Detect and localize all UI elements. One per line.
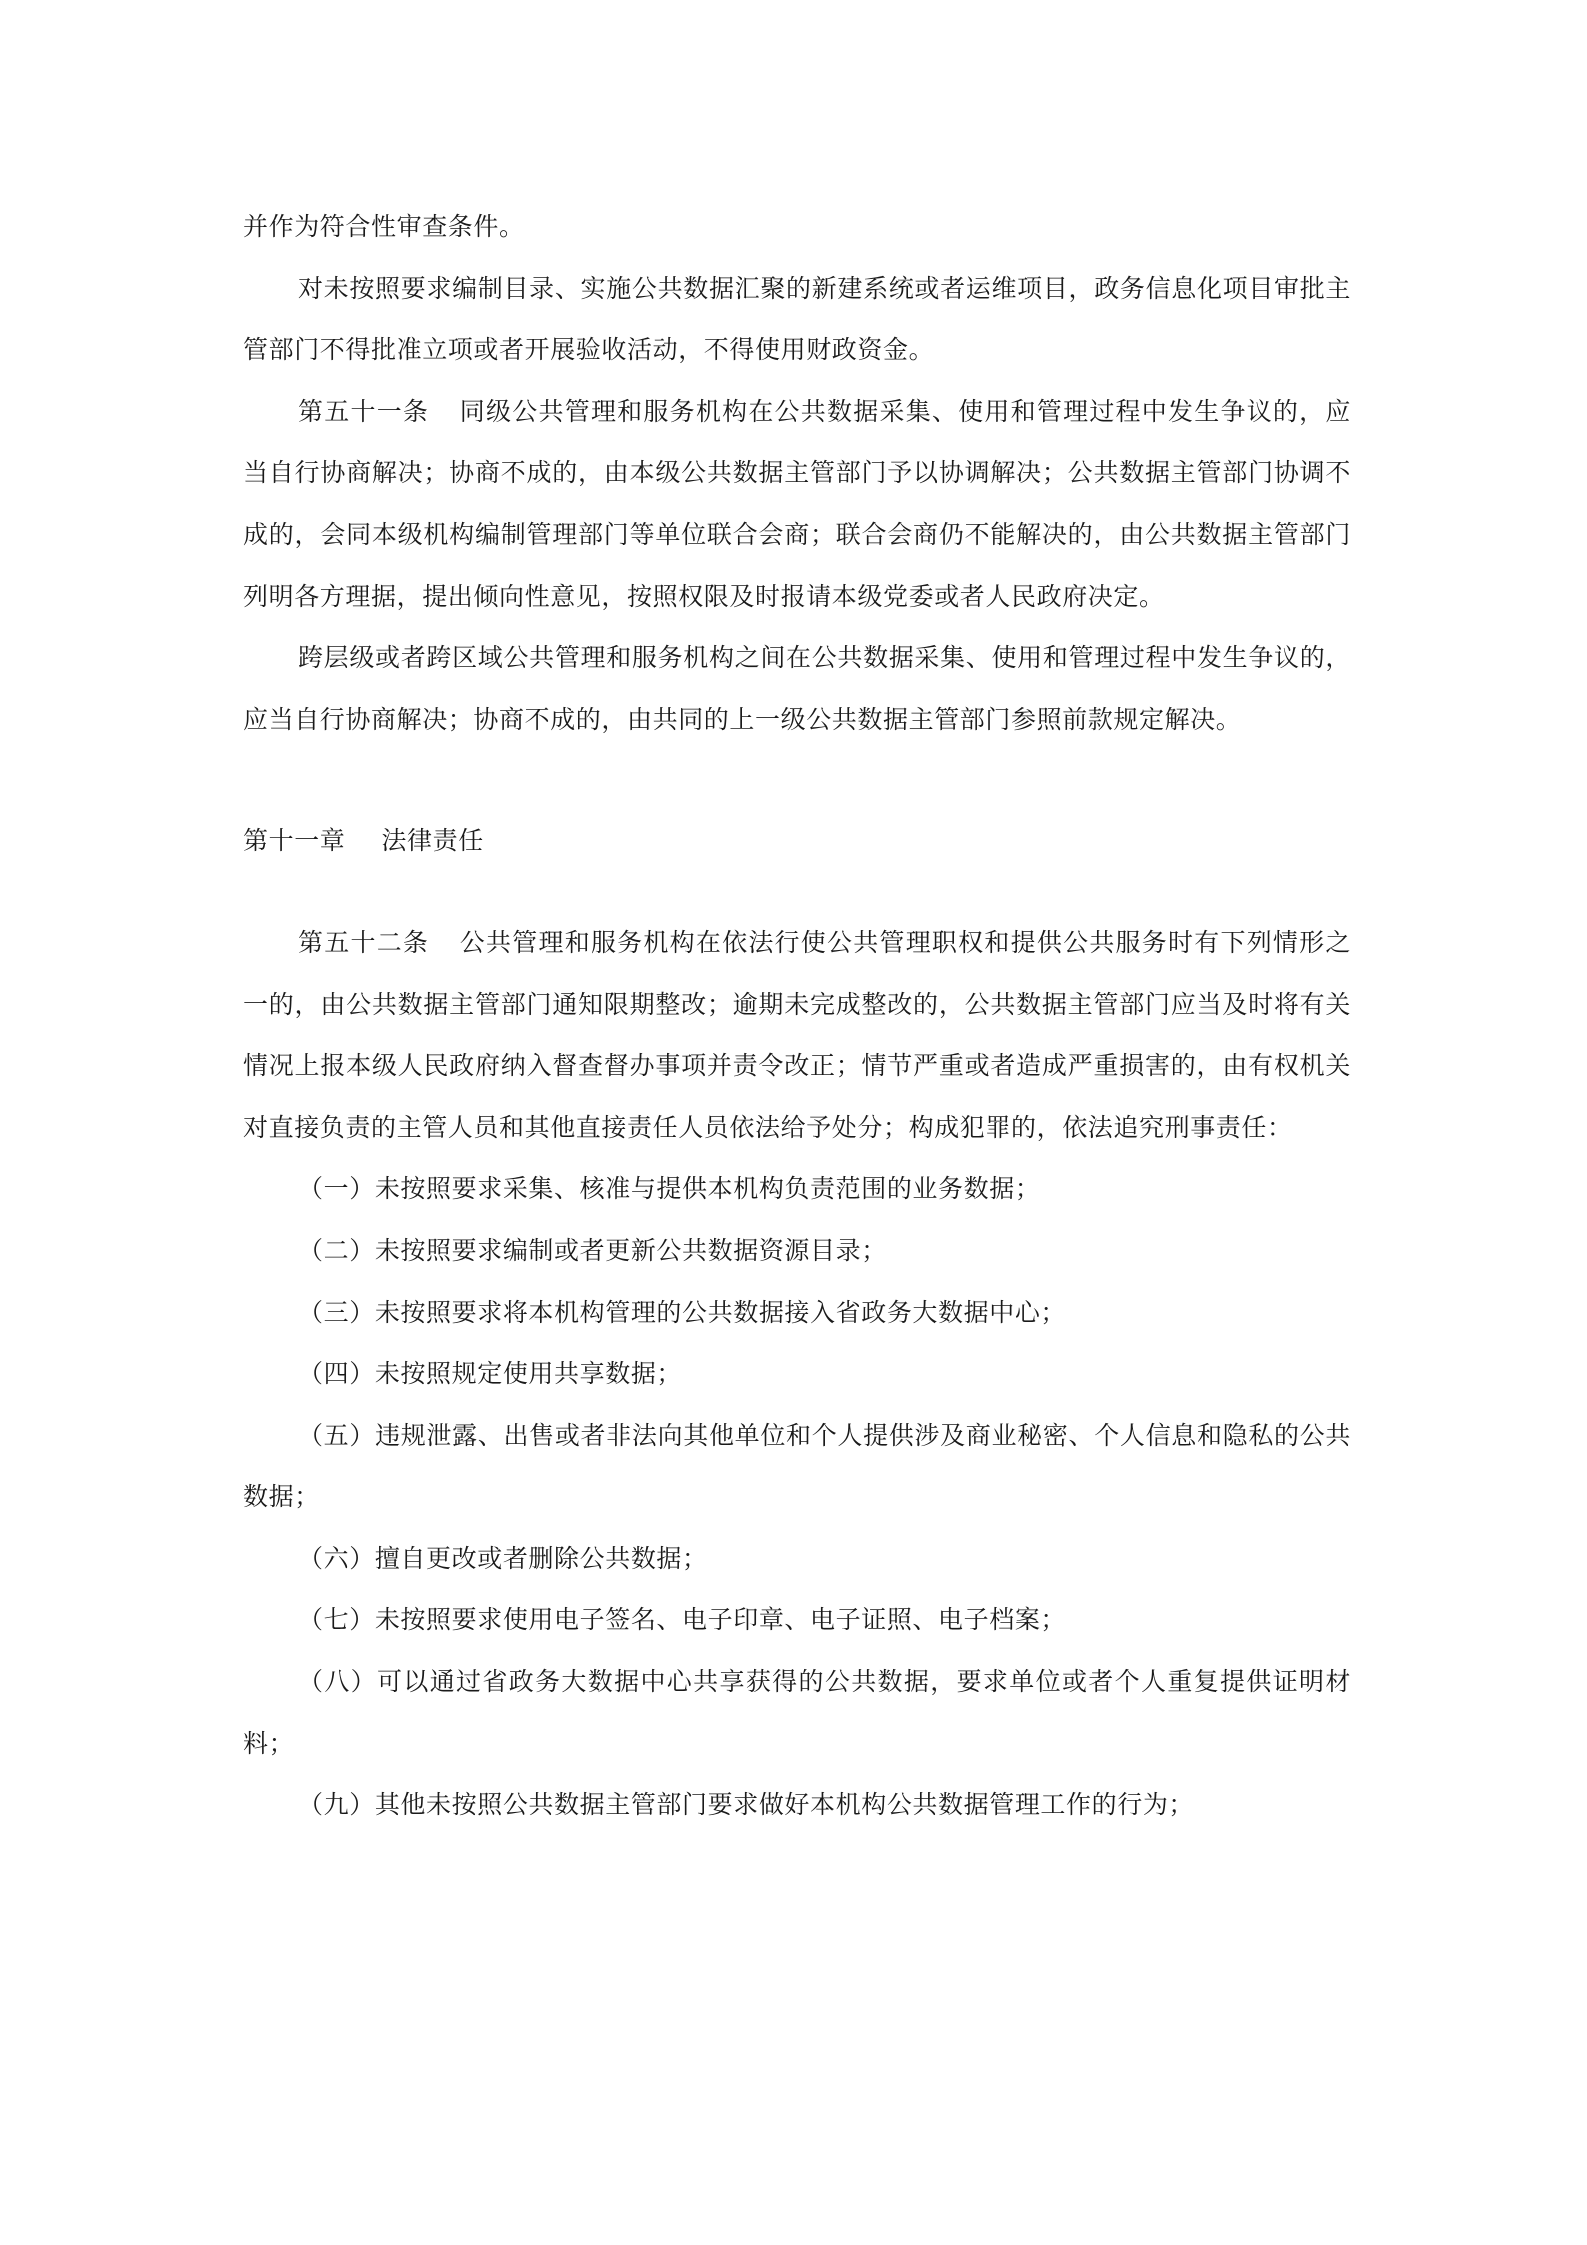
chapter-heading	[243, 810, 1351, 872]
item-text: 违规泄露、出售或者非法向其他单位和个人提供涉及商业秘密、个人信息和隐私的公共数据；	[243, 1420, 1351, 1512]
chapter-title: 法律责任	[381, 826, 484, 856]
paragraph-continuation: 并作为符合性审查条件。	[243, 212, 525, 241]
article-51	[243, 381, 1351, 627]
item-text: 可以通过省政务大数据中心共享获得的公共数据，要求单位或者个人重复提供证明材料；	[243, 1667, 1351, 1758]
paragraph-directory-requirement: 对未按照要求编制目录、实施公共数据汇聚的新建系统或者运维项目，政务信息化项目审批主管部门不得批准立项或者开展验收活动，不得使用财政资金。	[243, 273, 1351, 365]
article-51-text: 同级公共管理和服务机构在公共数据采集、使用和管理过程中发生争议的，应当自行协商解决；协商不成的，由本级公共数据主管部门予以协调解决；公共数据主管部门协调不成的，会同本级机构编制管理部门等单位联合会商；联合会商仍不能解决的，由公共数据主管部门列明各方理据，提出倾向性意见，按照权限及时报请本级党委或者人民政府决定。	[243, 396, 1351, 611]
document-body	[243, 196, 1351, 1836]
item-label: （八）	[298, 1667, 378, 1697]
list-item-7	[243, 1589, 1351, 1651]
list-item-2	[243, 1220, 1351, 1282]
item-text: 未按照要求编制或者更新公共数据资源目录；	[374, 1235, 887, 1265]
list-item-3	[243, 1282, 1351, 1344]
list-item-1	[243, 1158, 1351, 1220]
item-text: 未按照要求采集、核准与提供本机构负责范围的业务数据；	[374, 1174, 1041, 1204]
list-item-8	[243, 1651, 1351, 1774]
item-label: （九）	[298, 1790, 375, 1820]
chapter-number: 第十一章	[243, 826, 346, 856]
item-label: （一）	[298, 1174, 375, 1204]
item-text: 未按照规定使用共享数据；	[374, 1359, 683, 1389]
item-text: 未按照要求使用电子签名、电子印章、电子证照、电子档案；	[374, 1605, 1067, 1635]
list-item-5	[243, 1405, 1351, 1528]
item-label: （三）	[298, 1297, 375, 1327]
article-52-text: 公共管理和服务机构在依法行使公共管理职权和提供公共服务时有下列情形之一的，由公共数据主管部门通知限期整改；逾期未完成整改的，公共数据主管部门应当及时将有关情况上报本级人民政府纳入督查督办事项并责令改正；情节严重或者造成严重损害的，由有权机关对直接负责的主管人员和其他直接责任人员依法给予处分；构成犯罪的，依法追究刑事责任：	[243, 927, 1351, 1142]
item-label: （二）	[298, 1235, 375, 1265]
article-number: 第五十二条	[298, 927, 430, 957]
item-label: （五）	[298, 1420, 376, 1450]
article-number: 第五十一条	[298, 396, 430, 426]
item-label: （六）	[298, 1543, 375, 1573]
item-label: （七）	[298, 1605, 375, 1635]
item-text: 擅自更改或者删除公共数据；	[374, 1543, 708, 1573]
item-text: 未按照要求将本机构管理的公共数据接入省政务大数据中心；	[374, 1297, 1067, 1327]
item-text: 其他未按照公共数据主管部门要求做好本机构公共数据管理工作的行为；	[374, 1790, 1195, 1820]
article-52	[243, 912, 1351, 1158]
list-item-6	[243, 1528, 1351, 1590]
list-item-4	[243, 1343, 1351, 1405]
list-item-9	[243, 1774, 1351, 1836]
paragraph-cross-level-disputes: 跨层级或者跨区域公共管理和服务机构之间在公共数据采集、使用和管理过程中发生争议的，应当自行协商解决；协商不成的，由共同的上一级公共数据主管部门参照前款规定解决。	[243, 643, 1351, 734]
item-label: （四）	[298, 1359, 375, 1389]
